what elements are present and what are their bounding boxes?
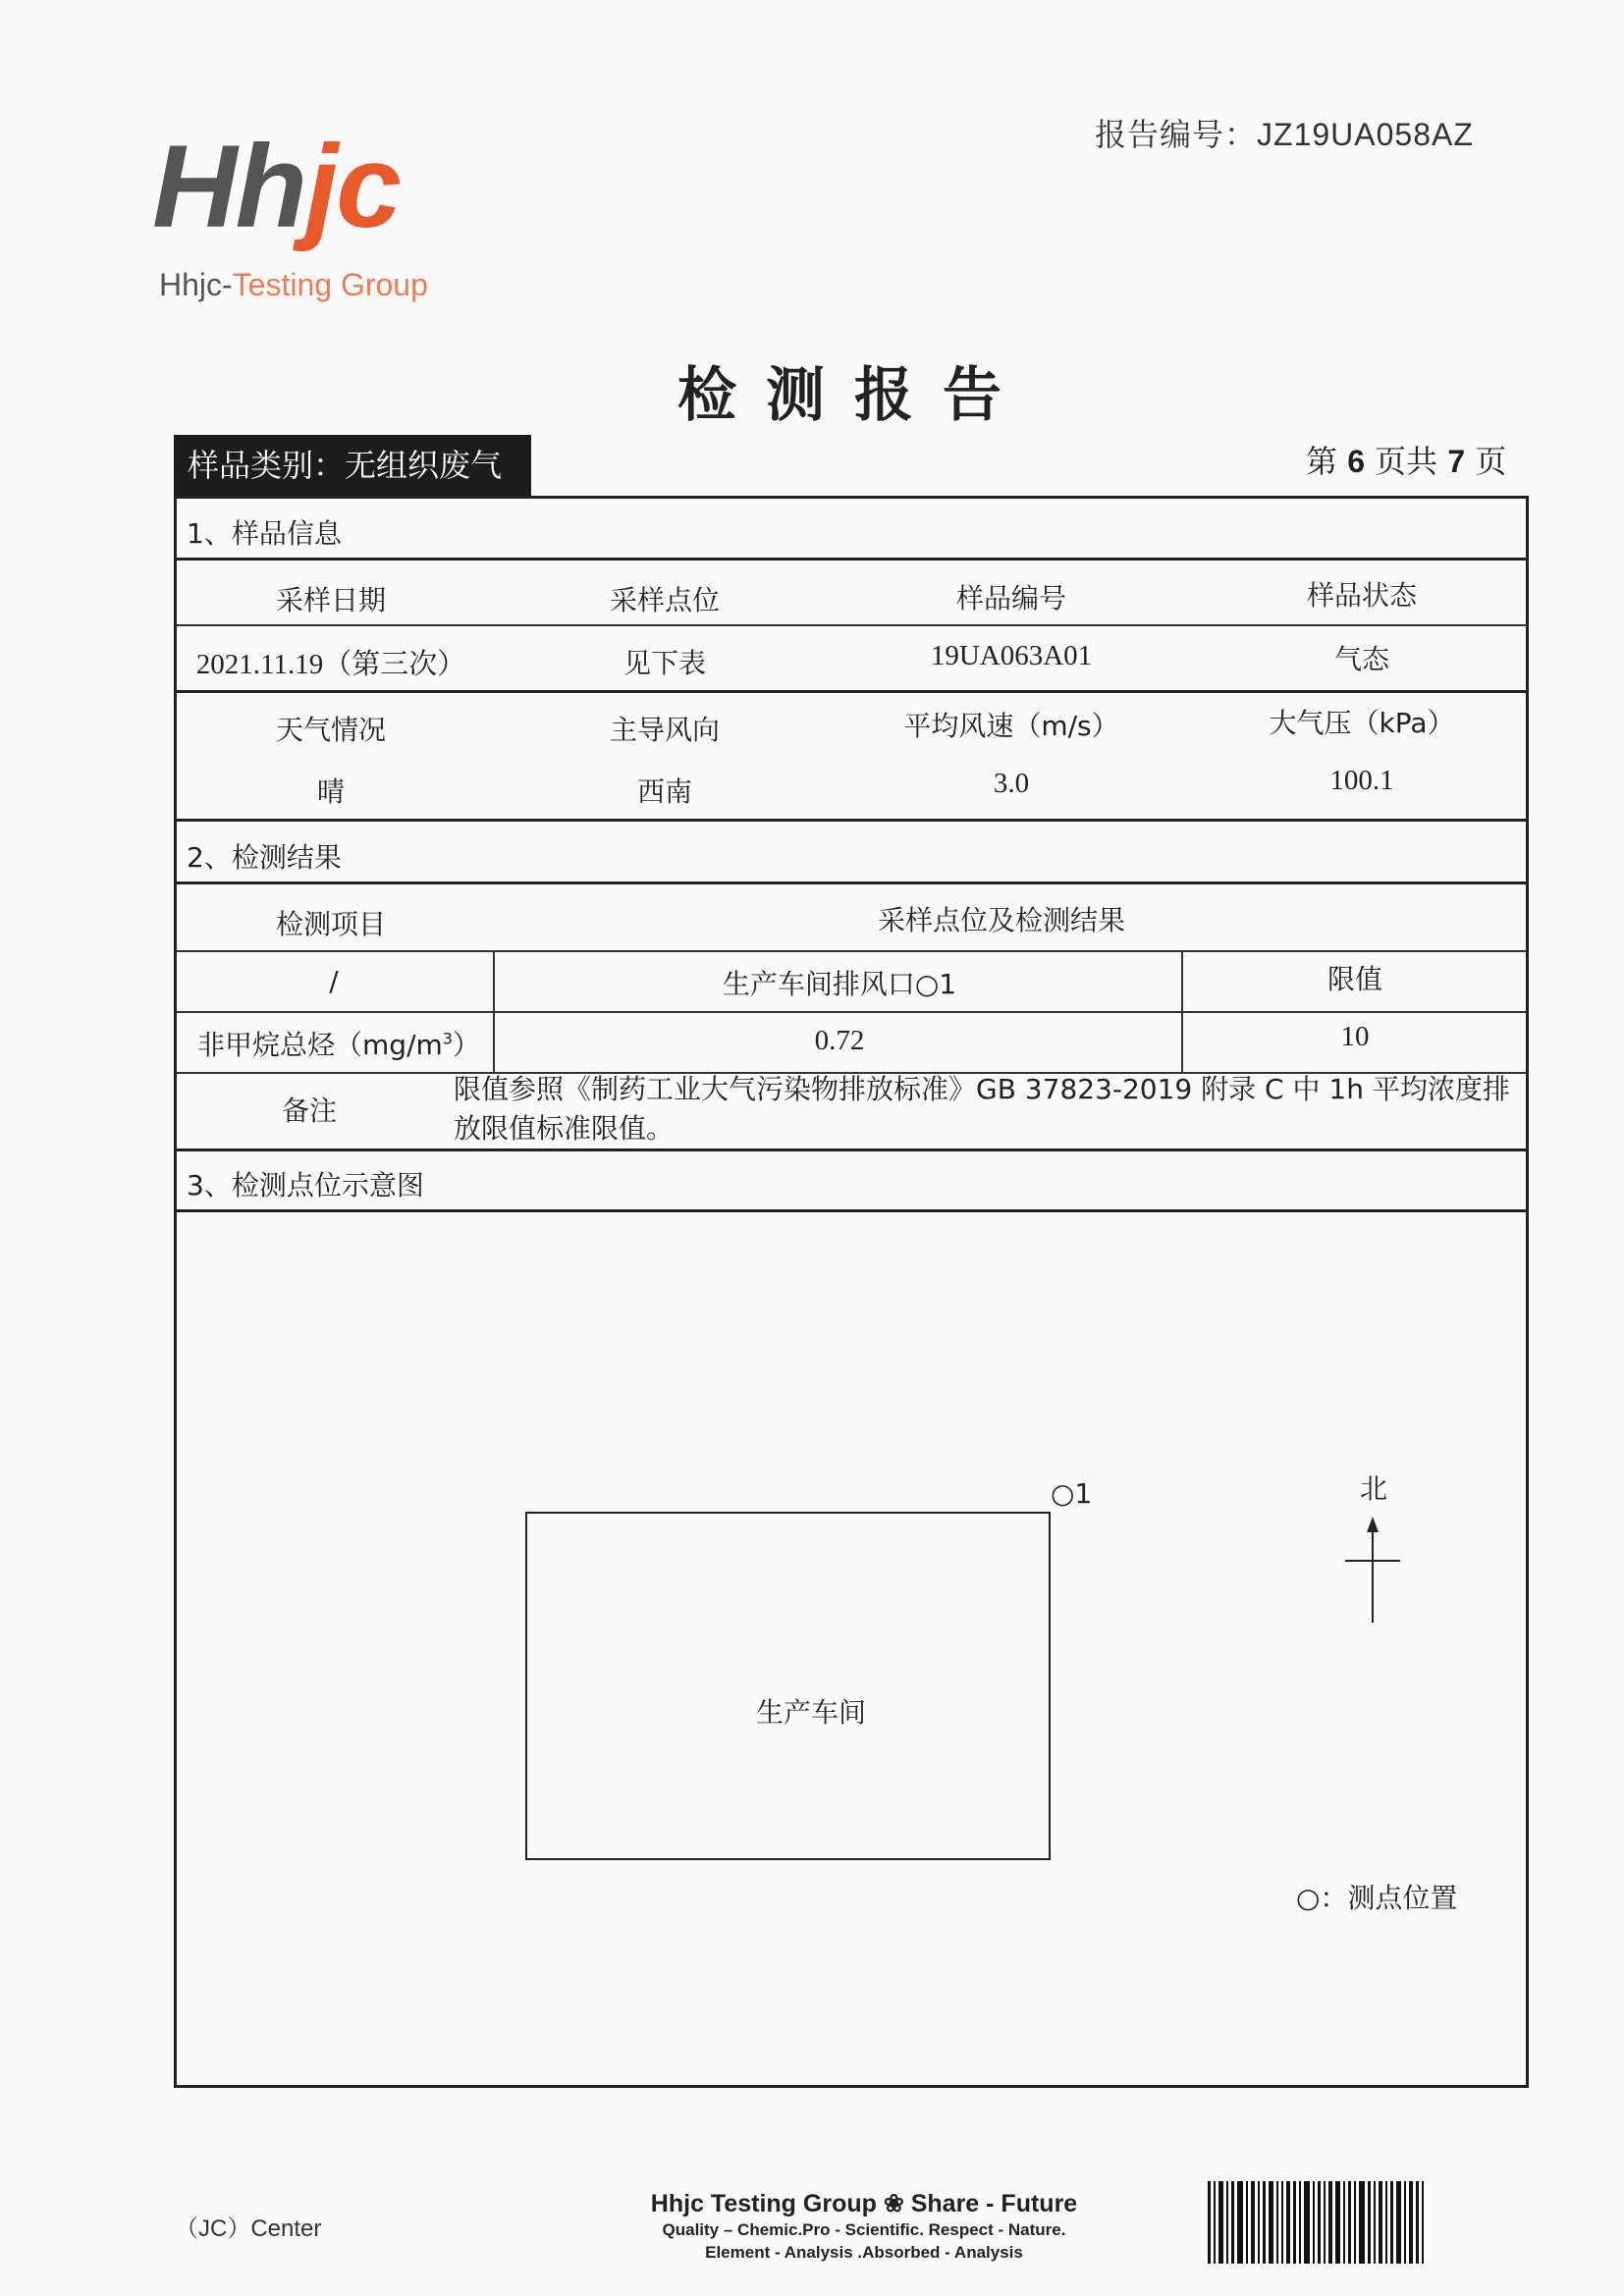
info-header-state: 样品状态 bbox=[1306, 579, 1417, 612]
info-value-date: 2021.11.19（第三次） bbox=[195, 649, 466, 680]
logo-sub-left: Hhjc- bbox=[159, 267, 233, 302]
legend: ○：测点位置 bbox=[1296, 1882, 1458, 1914]
results-header: 采样点位及检测结果 bbox=[877, 904, 1125, 936]
workshop-label: 生产车间 bbox=[756, 1696, 867, 1729]
barcode-bar bbox=[1258, 2181, 1260, 2264]
report-number bbox=[1095, 110, 1474, 155]
barcode-bar bbox=[1208, 2181, 1211, 2264]
barcode-bar bbox=[1343, 2181, 1345, 2264]
result-value: 0.72 bbox=[814, 1025, 865, 1056]
workshop-building bbox=[525, 1512, 1051, 1860]
info-header-point: 采样点位 bbox=[609, 584, 720, 616]
page-current: 6 bbox=[1347, 444, 1365, 479]
barcode-bar bbox=[1359, 2181, 1365, 2264]
info-header-date: 采样日期 bbox=[275, 584, 386, 616]
section-2-title: 2、检测结果 bbox=[187, 841, 342, 874]
logo-sub-right: Testing Group bbox=[232, 267, 428, 302]
slash-cell: / bbox=[329, 965, 339, 997]
barcode-bar bbox=[1218, 2181, 1223, 2264]
item-name-close: ） bbox=[452, 1029, 480, 1061]
page-suffix: 页 bbox=[1475, 443, 1507, 480]
barcode-bar bbox=[1226, 2181, 1228, 2264]
weather-header-wind-dir: 主导风向 bbox=[609, 714, 720, 746]
limit-header: 限值 bbox=[1326, 963, 1382, 995]
barcode-bar bbox=[1318, 2181, 1321, 2264]
divider bbox=[174, 1148, 1529, 1151]
barcode-bar bbox=[1269, 2181, 1273, 2264]
barcode-bar bbox=[1231, 2181, 1234, 2264]
document-title: 检测报告 bbox=[677, 361, 1031, 430]
footer-motto-line-2: Element - Analysis .Absorbed - Analysis bbox=[705, 2243, 1023, 2262]
barcode-bar bbox=[1335, 2181, 1340, 2264]
barcode-bar bbox=[1276, 2181, 1278, 2264]
divider bbox=[177, 624, 1527, 626]
page-total: 7 bbox=[1447, 444, 1466, 479]
section-1-title: 1、样品信息 bbox=[187, 517, 342, 550]
weather-header-pressure: 大气压（kPa） bbox=[1269, 707, 1455, 739]
barcode-bar bbox=[1404, 2181, 1406, 2264]
company-logo bbox=[152, 121, 401, 252]
north-arrow-icon bbox=[1343, 1517, 1402, 1625]
info-header-sample-no: 样品编号 bbox=[955, 582, 1066, 614]
report-number-value: JZ19UA058AZ bbox=[1257, 117, 1474, 152]
item-name-text: 非甲烷总烃（mg/m bbox=[197, 1029, 443, 1061]
barcode-bar bbox=[1324, 2181, 1326, 2264]
item-name-sup: 3 bbox=[442, 1029, 453, 1048]
logo-text-left: Hh bbox=[152, 121, 305, 252]
barcode-bar bbox=[1304, 2181, 1310, 2264]
barcode-bar bbox=[1409, 2181, 1413, 2264]
barcode-bar bbox=[1251, 2181, 1255, 2264]
logo-text-right: jc bbox=[304, 121, 401, 252]
barcode-bar bbox=[1299, 2181, 1301, 2264]
page-middle: 页共 bbox=[1375, 443, 1438, 480]
divider bbox=[177, 1011, 1527, 1013]
barcode-bar bbox=[1422, 2181, 1424, 2264]
divider bbox=[174, 819, 1529, 822]
report-number-label: 报告编号： bbox=[1095, 117, 1258, 152]
weather-header-wind-speed: 平均风速（m/s） bbox=[903, 710, 1119, 742]
sample-category-tag: 样品类别：无组织废气 bbox=[174, 435, 531, 496]
barcode-bar bbox=[1263, 2181, 1266, 2264]
divider bbox=[174, 690, 1529, 693]
barcode-bar bbox=[1368, 2181, 1371, 2264]
barcode-bar bbox=[1237, 2181, 1243, 2264]
footer-motto-line-1: Quality – Chemic.Pro - Scientific. Respect - Nature. bbox=[662, 2220, 1066, 2239]
barcode bbox=[1208, 2181, 1463, 2264]
item-header: 检测项目 bbox=[275, 908, 386, 940]
barcode-bar bbox=[1374, 2181, 1376, 2264]
info-value-state: 气态 bbox=[1333, 643, 1389, 675]
weather-value-wind-dir: 西南 bbox=[636, 775, 692, 808]
page-prefix: 第 bbox=[1306, 443, 1338, 480]
barcode-bar bbox=[1416, 2181, 1419, 2264]
page-indicator bbox=[1306, 437, 1506, 482]
divider bbox=[174, 1209, 1529, 1212]
company-logo-subtitle bbox=[159, 267, 428, 303]
limit-value: 10 bbox=[1340, 1021, 1370, 1052]
divider bbox=[177, 950, 1527, 952]
point-name-header: 生产车间排风口○1 bbox=[722, 968, 957, 1000]
barcode-bar bbox=[1385, 2181, 1387, 2264]
barcode-bar bbox=[1313, 2181, 1315, 2264]
barcode-bar bbox=[1214, 2181, 1216, 2264]
info-value-point: 见下表 bbox=[623, 647, 706, 679]
barcode-bar bbox=[1286, 2181, 1290, 2264]
barcode-bar bbox=[1396, 2181, 1401, 2264]
item-name bbox=[187, 1024, 491, 1063]
weather-header-condition: 天气情况 bbox=[275, 714, 386, 746]
barcode-bar bbox=[1328, 2181, 1332, 2264]
divider bbox=[174, 881, 1529, 884]
remark-label: 备注 bbox=[281, 1095, 337, 1127]
info-value-sample-no: 19UA063A01 bbox=[930, 640, 1093, 671]
north-label: 北 bbox=[1360, 1472, 1388, 1505]
barcode-bar bbox=[1348, 2181, 1351, 2264]
footer-center-name: （JC）Center bbox=[175, 2216, 322, 2242]
barcode-bar bbox=[1390, 2181, 1393, 2264]
footer-slogan: Hhjc Testing Group ❀ Share - Future bbox=[650, 2190, 1078, 2217]
barcode-bar bbox=[1379, 2181, 1382, 2264]
footer-slogan-block bbox=[589, 2189, 1139, 2264]
remark-text: 限值参照《制药工业大气污染物排放标准》GB 37823-2019 附录 C 中 1h 平均浓度排放限值标准限值。 bbox=[454, 1073, 1510, 1145]
barcode-bar bbox=[1246, 2181, 1248, 2264]
barcode-bar bbox=[1281, 2181, 1283, 2264]
barcode-bar bbox=[1293, 2181, 1296, 2264]
divider bbox=[174, 558, 1529, 561]
weather-value-wind-speed: 3.0 bbox=[993, 768, 1030, 799]
weather-value-condition: 晴 bbox=[316, 775, 345, 808]
weather-value-pressure: 100.1 bbox=[1329, 765, 1394, 796]
section-3-title: 3、检测点位示意图 bbox=[187, 1169, 424, 1201]
barcode-bar bbox=[1354, 2181, 1356, 2264]
sampling-point-marker: ○1 bbox=[1051, 1477, 1093, 1510]
